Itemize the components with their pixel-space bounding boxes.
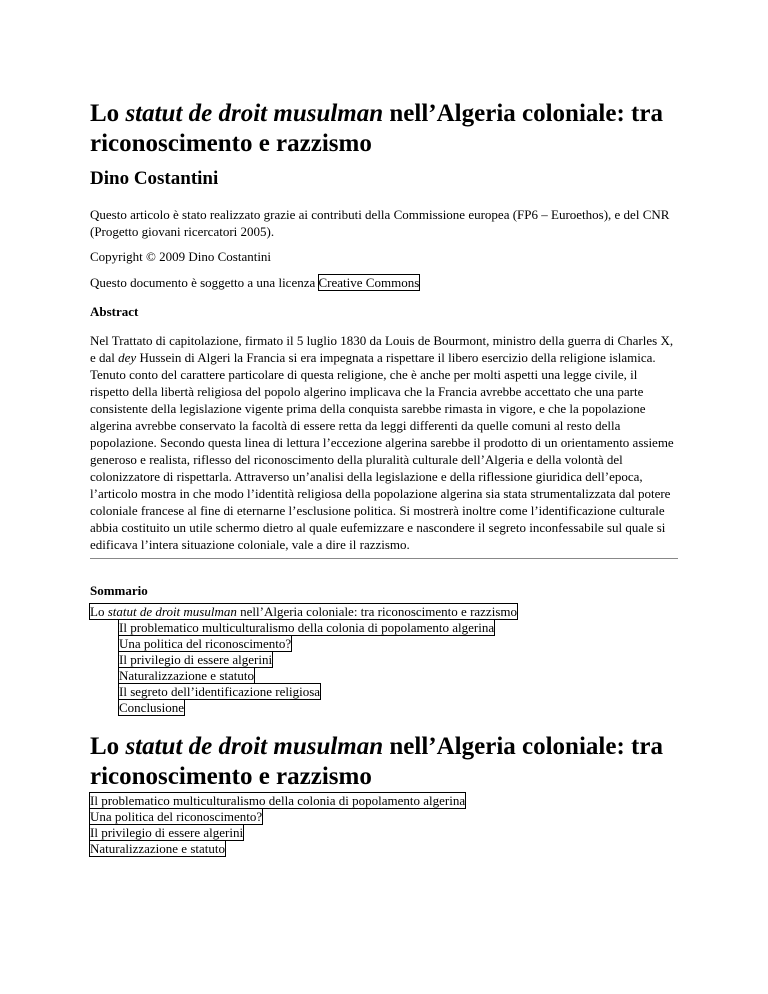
toc-link-conclusione[interactable]: Conclusione: [119, 700, 184, 715]
toc-link-privilegio[interactable]: Il privilegio di essere algerini: [119, 652, 273, 667]
abstract-heading: Abstract: [90, 304, 139, 319]
funding-note: Questo articolo è stato realizzato grazie ai contributi della Commissione europea (FP6 – Euroethos), e del CNR (Progetto giovani ricercatori 2005).: [90, 207, 670, 239]
section-link-naturalizzazione[interactable]: Naturalizzazione e statuto: [90, 841, 225, 856]
dey-italic: dey: [118, 350, 137, 365]
license-notice: Questo documento è soggetto a una licenza Creative Commons: [90, 275, 420, 290]
page-title: Lo statut de droit musulman nell’Algeria coloniale: tra riconoscimento e razzismo: [90, 100, 663, 157]
creative-commons-link[interactable]: Creative Commons: [318, 275, 420, 290]
toc-link-multiculturalismo[interactable]: Il problematico multiculturalismo della colonia di popolamento algerina: [119, 620, 495, 635]
toc-link-main[interactable]: Lo statut de droit musulman nell’Algeria coloniale: tra riconoscimento e razzismo: [90, 604, 517, 619]
title-italic: statut de droit musulman: [125, 100, 384, 127]
section-link-multiculturalismo[interactable]: Il problematico multiculturalismo della colonia di popolamento algerina: [90, 793, 466, 808]
toc-link-segreto[interactable]: Il segreto dell’identificazione religiosa: [119, 684, 321, 699]
toc-link-riconoscimento[interactable]: Una politica del riconoscimento?: [119, 636, 292, 651]
section-link-riconoscimento[interactable]: Una politica del riconoscimento?: [90, 809, 263, 824]
section-toc: [90, 793, 465, 857]
toc-link-naturalizzazione[interactable]: Naturalizzazione e statuto: [119, 668, 254, 683]
section-link-privilegio[interactable]: Il privilegio di essere algerini: [90, 825, 244, 840]
sommario-list: [90, 604, 517, 716]
section-title: Lo statut de droit musulman nell’Algeria coloniale: tra riconoscimento e razzismo: [90, 733, 663, 790]
author-name: Dino Costantini: [90, 168, 219, 189]
abstract-body: Nel Trattato di capitolazione, firmato il 5 luglio 1830 da Louis de Bourmont, ministro della guerra di Charles X, e dal dey Hussein di Algeri la Francia si era impegnata a rispettare il libero esercizio della religione islamica. Tenuto conto del carattere particolare di questa religione, che è anche per molti aspetti una legge civile, il rispetto della libertà religiosa del popolo algerino implicava che la Francia avrebbe accettato che una parte consistente della legislazione vigente prima della conquista sarebbe rimasta in vigore, e che la popolazione algerina avrebbe conservato la facoltà di essere retta da leggi differenti da quelle comuni al resto della popolazione. Secondo questa linea di lettura l’eccezione algerina sarebbe il prodotto di un orientamento assieme generoso e realista, riflesso del riconoscimento della pluralità culturale dell’Algeria e della volontà del colonizzatore di rispettarla. Attraverso un’analisi della legislazione e della riflessione giuridica dell’epoca, l’articolo mostra in che modo l’identità religiosa della popolazione algerina sia stata strumentalizzata dal potere coloniale francese al fine di eternarne l’esclusione politica. Si mostrerà inoltre come l’identificazione culturale abbia costituito un utile schermo dietro al quale eufemizzare e nascondere il segreto inconfessabile sul quale si edificava l’intera situazione coloniale, vale a dire il razzismo.: [90, 333, 674, 552]
divider: [90, 558, 678, 559]
copyright-notice: Copyright © 2009 Dino Costantini: [90, 249, 272, 264]
sommario-heading: Sommario: [90, 583, 148, 598]
